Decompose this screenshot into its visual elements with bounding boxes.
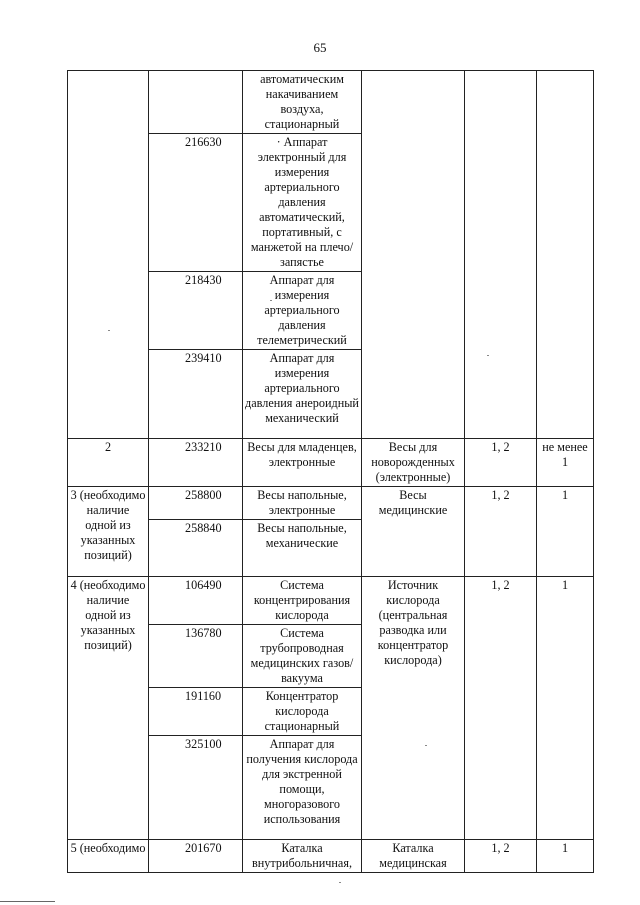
table-row bbox=[68, 577, 594, 625]
table-row bbox=[68, 71, 594, 134]
name-cell: Аппарат для измерения артериального давления анероидный механический bbox=[243, 350, 362, 439]
row-number-cell: 5 (необходимо bbox=[68, 840, 149, 873]
usage-cell: 1, 2 bbox=[465, 840, 537, 873]
equipment-cell: Каталка медицинская bbox=[362, 840, 465, 873]
code-cell: 258800 bbox=[149, 487, 243, 520]
table-row bbox=[68, 840, 594, 873]
name-cell: Весы напольные, механические bbox=[243, 520, 362, 577]
quantity-cell: не менее 1 bbox=[537, 439, 594, 487]
name-cell: Аппарат для измерения артериального давления телеметрический bbox=[243, 272, 362, 350]
table-row bbox=[68, 439, 594, 487]
name-cell: Система трубопроводная медицинских газов/вакуума bbox=[243, 625, 362, 688]
code-cell: 325100 bbox=[149, 736, 243, 840]
equipment-table bbox=[67, 70, 594, 873]
scan-edge-line bbox=[0, 901, 55, 902]
scan-speck bbox=[487, 355, 489, 356]
scan-speck bbox=[339, 882, 341, 883]
code-cell bbox=[149, 71, 243, 134]
quantity-cell bbox=[537, 71, 594, 439]
row-number-cell bbox=[68, 71, 149, 439]
equipment-cell: Источник кислорода (центральная разводка или концентратор кислорода) bbox=[362, 577, 465, 840]
page-number: 65 bbox=[313, 40, 327, 55]
code-cell: 136780 bbox=[149, 625, 243, 688]
quantity-cell: 1 bbox=[537, 840, 594, 873]
usage-cell: 1, 2 bbox=[465, 439, 537, 487]
code-cell: 106490 bbox=[149, 577, 243, 625]
code-cell: 216630 bbox=[149, 134, 243, 272]
name-cell: Система концентрирования кислорода bbox=[243, 577, 362, 625]
equipment-cell: Весы для новорожденных (электронные) bbox=[362, 439, 465, 487]
equipment-cell: Весы медицинские bbox=[362, 487, 465, 577]
table-row bbox=[68, 487, 594, 520]
name-cell: Аппарат для получения кислорода для экстренной помощи, многоразового использования bbox=[243, 736, 362, 840]
code-cell: 258840 bbox=[149, 520, 243, 577]
scan-speck bbox=[270, 300, 272, 301]
row-number-cell: 4 (необходимо наличие одной из указанных позиций) bbox=[68, 577, 149, 840]
row-number-cell: 3 (необходимо наличие одной из указанных позиций) bbox=[68, 487, 149, 577]
code-cell: 239410 bbox=[149, 350, 243, 439]
usage-cell: 1, 2 bbox=[465, 577, 537, 840]
scan-speck bbox=[108, 330, 110, 331]
quantity-cell: 1 bbox=[537, 577, 594, 840]
name-cell: · Аппарат электронный для измерения артериального давления автоматический, портативный, с манжетой на плечо/запястье bbox=[243, 134, 362, 272]
row-number-cell: 2 bbox=[68, 439, 149, 487]
code-cell: 191160 bbox=[149, 688, 243, 736]
name-cell: Весы напольные, электронные bbox=[243, 487, 362, 520]
scan-speck bbox=[425, 745, 427, 746]
code-cell: 218430 bbox=[149, 272, 243, 350]
name-cell: Концентратор кислорода стационарный bbox=[243, 688, 362, 736]
code-cell: 201670 bbox=[149, 840, 243, 873]
quantity-cell: 1 bbox=[537, 487, 594, 577]
equipment-cell bbox=[362, 71, 465, 439]
usage-cell: 1, 2 bbox=[465, 487, 537, 577]
code-cell: 233210 bbox=[149, 439, 243, 487]
name-cell: Весы для младенцев, электронные bbox=[243, 439, 362, 487]
usage-cell bbox=[465, 71, 537, 439]
name-cell: автоматическим накачиванием воздуха, стационарный bbox=[243, 71, 362, 134]
name-cell: Каталка внутрибольничная, bbox=[243, 840, 362, 873]
